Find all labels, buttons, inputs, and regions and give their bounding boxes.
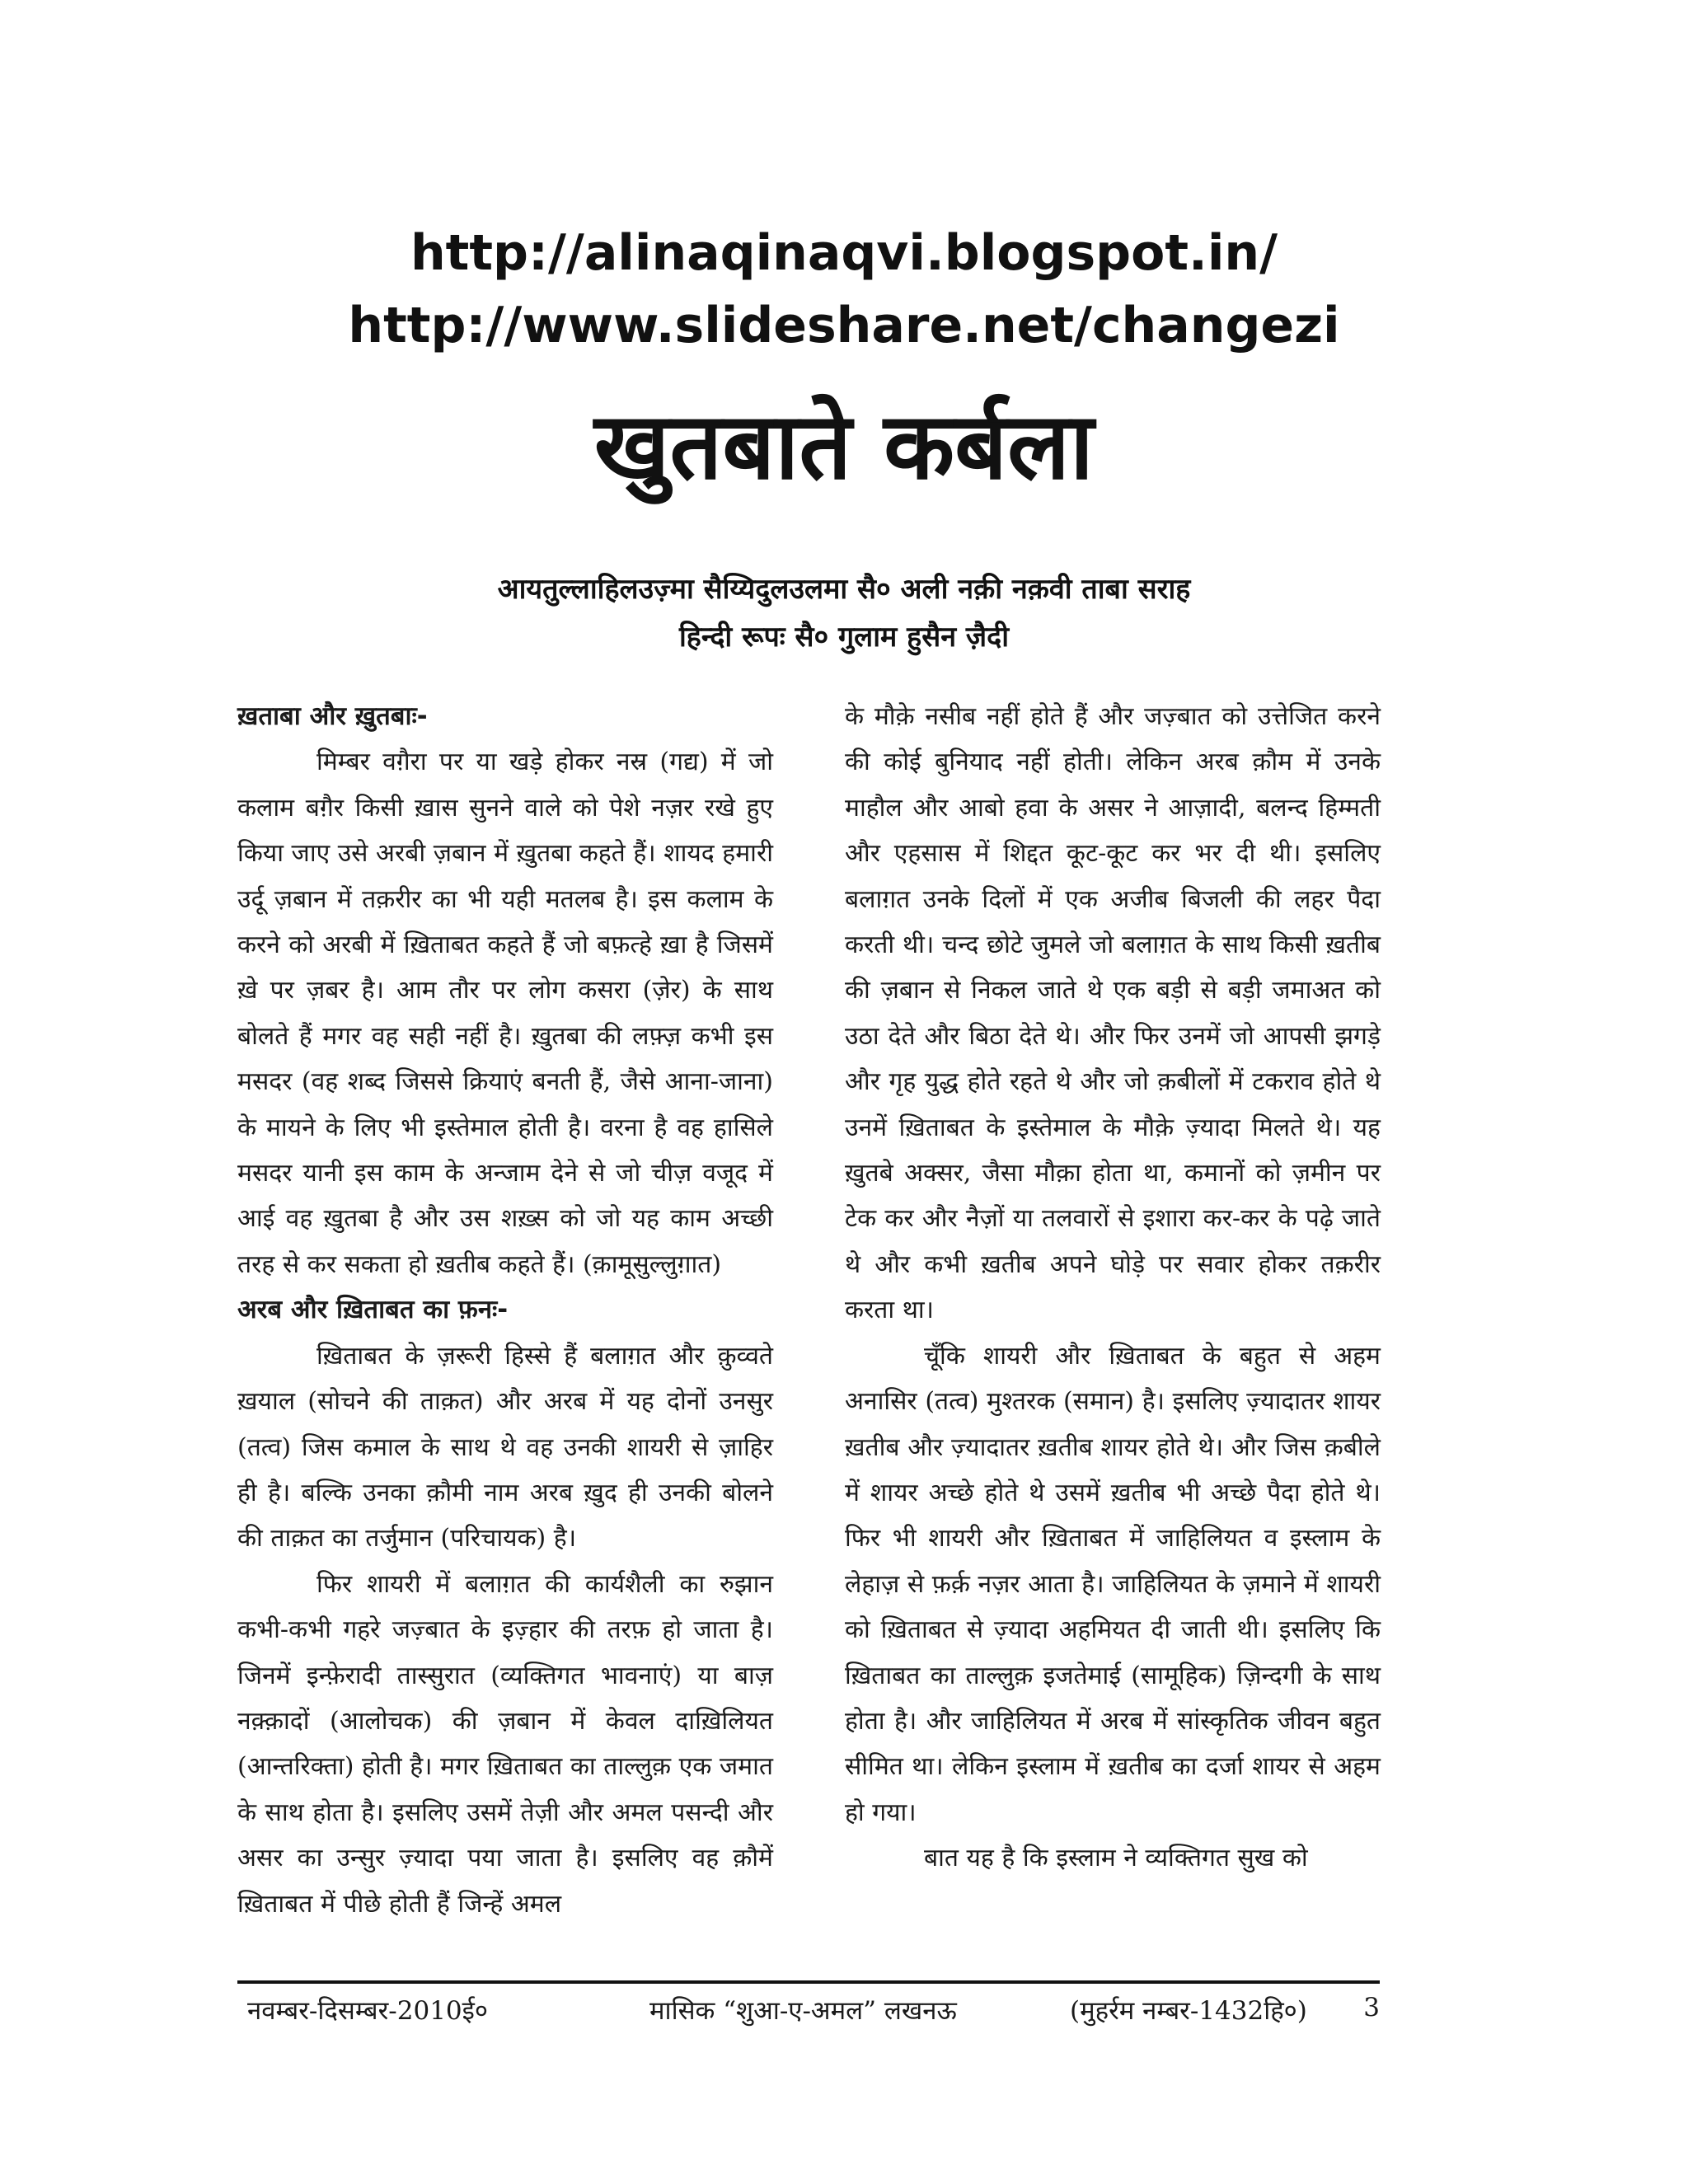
paragraph: के मौक़े नसीब नहीं होते हैं और जज़्बात को उत्तेजित करने की कोई बुनियाद नहीं होती। लेकिन अरब क़ौम में उनके माहौल और आबो हवा के असर ने आज़ादी, बलन्द हिम्मती और एहसास में शिद्दत कूट-कूट कर भर दी थी। इसलिए बलाग़त उनके दिलों में एक अजीब बिजली की लहर पैदा करती थी। चन्द छोटे जुमले जो बलाग़त के साथ किसी ख़तीब की ज़बान से निकल जाते थे एक बड़ी से बड़ी जमाअत को उठा देते और बिठा देते थे। और फिर उनमें जो आपसी झगड़े और गृह युद्ध होते रहते थे और जो क़बीलों में टकराव होते थे उनमें ख़िताबत के इस्तेमाल के मौक़े ज़्यादा मिलते थे। यह ख़ुतबे अक्सर, जैसा मौक़ा होता था, कमानों को ज़मीन पर टेक कर और नैज़ों या तलवारों से इशारा कर-कर के पढ़े जाते थे और कभी ख़तीब अपने घोड़े पर सवार होकर तक़रीर करता था। bbox=[845, 702, 1381, 1325]
paragraph: बात यह है कि इस्लाम ने व्यक्तिगत सुख को bbox=[924, 1844, 1308, 1873]
page-number: 3 bbox=[1363, 1993, 1380, 2022]
paragraph: फिर शायरी में बलाग़त की कार्यशैली का रुझान कभी-कभी गहरे जज़्बात के इज़्हार की तरफ़ हो जाता है। जिनमें इन्फ़ेरादी तास्सुरात (व्यक्तिगत भावनाएं) या बाज़ नक़्क़ादों (आलोचक) की ज़बान में केवल दाख़िलियत (आन्तरिक्ता) होती है। मगर ख़िताबत का ताल्लुक़ एक जमात के साथ होता है। इसलिए उसमें तेज़ी और अमल पसन्दी और असर का उन्सुर ज़्यादा पया जाता है। इसलिए वह क़ौमें ख़िताबत में पीछे होती हैं जिन्हें अमल bbox=[237, 1569, 773, 1919]
footer-date: नवम्बर-दिसम्बर-2010ई० bbox=[247, 1996, 488, 2026]
section-heading-arab-khitabat: अरब और ख़िताबत का फ़नः- bbox=[237, 1295, 509, 1325]
page-footer bbox=[237, 1993, 1380, 2034]
author-line: आयतुल्लाहिलउज़्मा सैय्यिदुलउलमा सै० अली नक़ी नक़वी ताबा सराह bbox=[497, 573, 1191, 606]
paragraph: चूँकि शायरी और ख़िताबत के बहुत से अहम अनासिर (तत्व) मुश्तरक (समान) है। इसलिए ज़्यादातर शायर ख़तीब और ज़्यादातर ख़तीब शायर होते थे। और जिस क़बीले में शायर अच्छे होते थे उसमें ख़तीब भी अच्छे पैदा होते थे। फिर भी शायरी और ख़िताबत में जाहिलियत व इस्लाम के लेहाज़ से फ़र्क़ नज़र आता है। जाहिलियत के ज़माने में शायरी को ख़िताबत से ज़्यादा अहमियत दी जाती थी। इसलिए कि ख़िताबत का ताल्लुक़ इजतेमाई (सामूहिक) ज़िन्दगी के साथ होता है। और जाहिलियत में अरब में सांस्कृतिक जीवन बहुत सीमित था। लेकिन इस्लाम में ख़तीब का दर्जा शायर से अहम हो गया। bbox=[845, 1341, 1381, 1827]
paragraph: ख़िताबत के ज़रूरी हिस्से हैं बलाग़त और क़ुव्वते ख़याल (सोचने की ताक़त) और अरब में यह दोनों उनसुर (तत्व) जिस कमाल के साथ थे वह उनकी शायरी से ज़ाहिर ही है। बल्कि उनका क़ौमी नाम अरब ख़ुद ही उनकी बोलने की ताक़त का तर्जुमान (परिचायक) है। bbox=[237, 1341, 773, 1554]
footer-divider bbox=[237, 1980, 1380, 1984]
translator-line: हिन्दी रूपः सै० गुलाम हुसैन ज़ैदी bbox=[679, 621, 1009, 654]
paragraph: मिम्बर वग़ैरा पर या खड़े होकर नस्र (गद्य) में जो कलाम बग़ैर किसी ख़ास सुनने वाले को पेशे नज़र रखे हुए किया जाए उसे अरबी ज़बान में ख़ुतबा कहते हैं। शायद हमारी उर्दू ज़बान में तक़रीर का भी यही मतलब है। इस कलाम के करने को अरबी में ख़िताबत कहते हैं जो बफ़त्हे ख़ा है जिसमें ख़े पर ज़बर है। आम तौर पर लोग कसरा (ज़ेर) के साथ बोलते हैं मगर वह सही नहीं है। ख़ुतबा की लफ़्ज़ कभी इस मसदर (वह शब्द जिससे क्रियाएं बनती हैं, जैसे आना-जाना) के मायने के लिए भी इस्तेमाल होती है। वरना है वह हासिले मसदर यानी इस काम के अन्जाम देने से जो चीज़ वजूद में आई वह ख़ुतबा है और उस शख़्स को जो यह काम अच्छी तरह से कर सकता हो ख़तीब कहते हैं। (क़ामूसुल्लुग़ात) bbox=[237, 748, 773, 1279]
slideshare-url: http://www.slideshare.net/changezi bbox=[348, 297, 1340, 354]
footer-issue: (मुहर्रम नम्बर-1432हि०) bbox=[1070, 1996, 1307, 2026]
blog-url: http://alinaqinaqvi.blogspot.in/ bbox=[410, 224, 1278, 282]
footer-magazine: मासिक “शुआ-ए-अमल” लखनऊ bbox=[649, 1996, 957, 2026]
page-title: खुतबाते कर्बला bbox=[593, 393, 1095, 500]
section-heading-khataba: ख़ताबा और ख़ुतबाः- bbox=[237, 701, 428, 731]
left-column bbox=[237, 694, 773, 1927]
right-column bbox=[845, 694, 1381, 1882]
